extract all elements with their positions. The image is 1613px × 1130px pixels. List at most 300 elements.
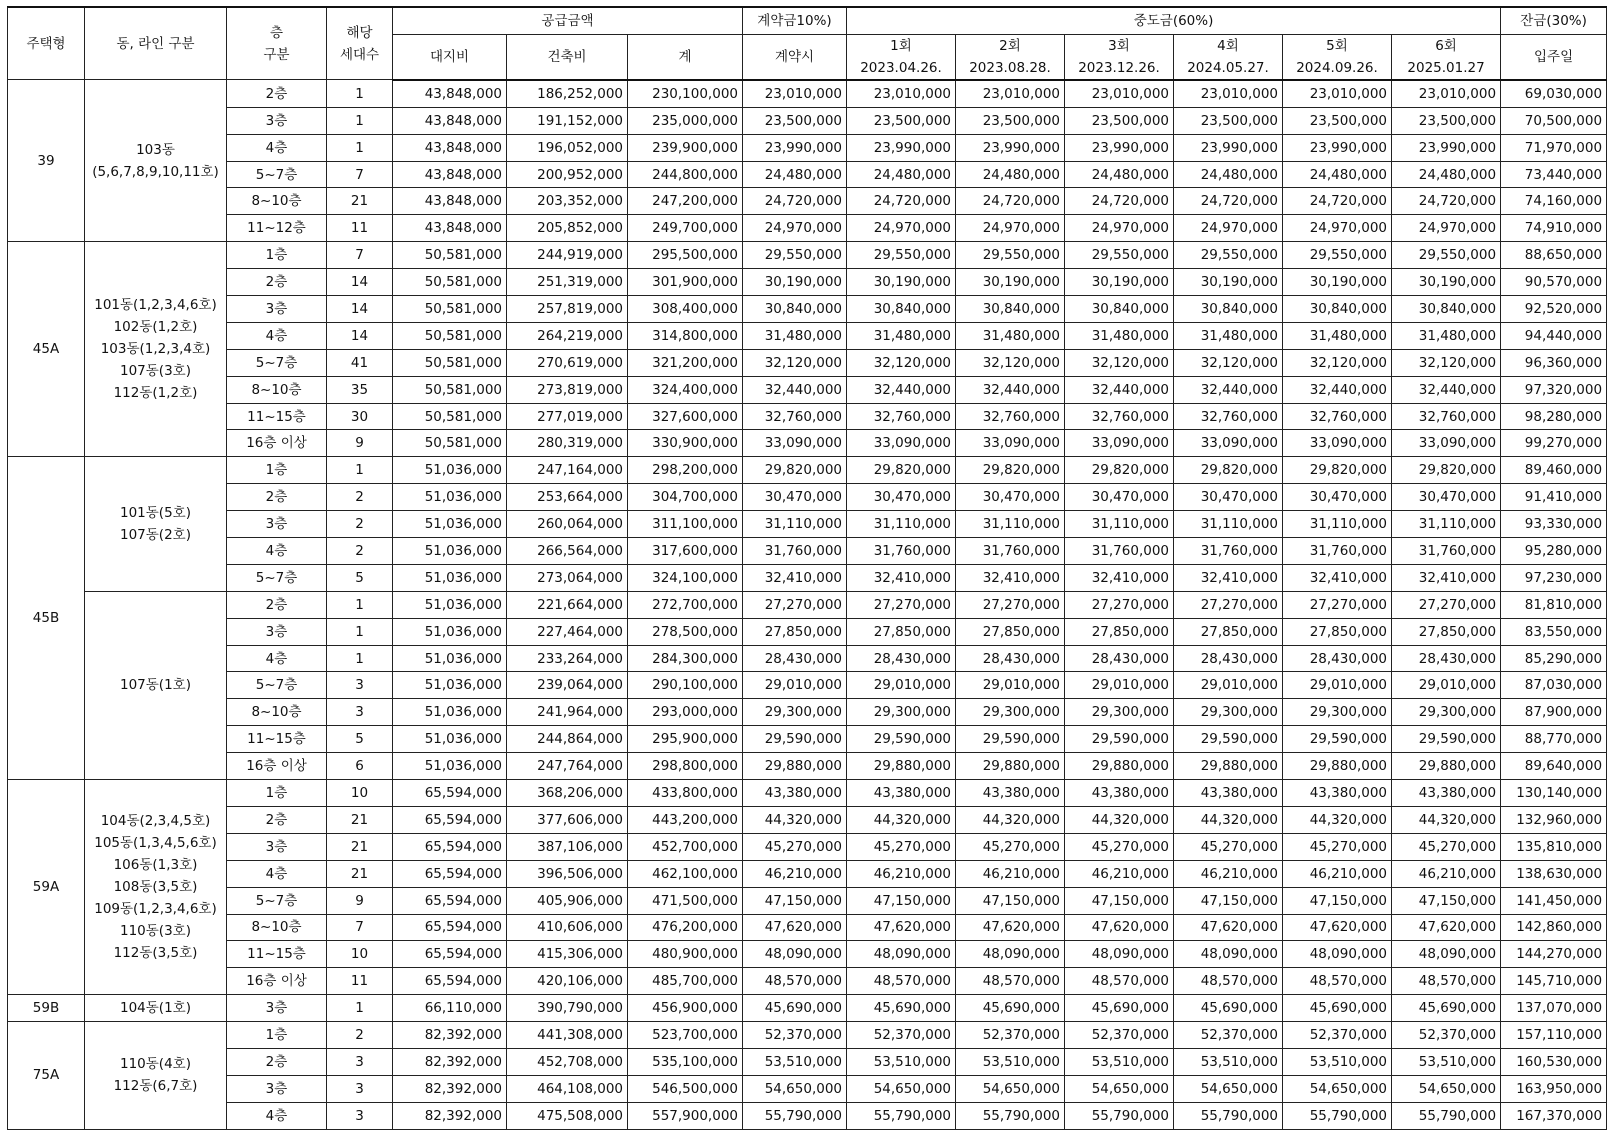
installment-5-cell: 31,760,000 [1283, 538, 1392, 565]
housing-type-cell: 39 [8, 80, 85, 242]
total-price-cell: 284,300,000 [628, 645, 743, 672]
building-cost-cell: 273,064,000 [507, 564, 628, 591]
installment-label: 6회 [1435, 37, 1457, 54]
table-row [8, 833, 1607, 860]
installment-date: 2024.05.27. [1187, 59, 1269, 76]
deposit-cell: 28,430,000 [743, 645, 847, 672]
installment-1-cell: 45,690,000 [847, 995, 956, 1022]
total-price-cell: 235,000,000 [628, 107, 743, 134]
units-cell: 1 [327, 995, 393, 1022]
total-price-cell: 485,700,000 [628, 968, 743, 995]
installment-3-cell: 29,590,000 [1065, 726, 1174, 753]
land-cost-cell: 43,848,000 [393, 161, 507, 188]
land-cost-cell: 50,581,000 [393, 296, 507, 323]
installment-5-cell: 29,550,000 [1283, 242, 1392, 269]
total-price-cell: 304,700,000 [628, 484, 743, 511]
header-installment-4 [1174, 34, 1283, 80]
building-cost-cell: 396,506,000 [507, 860, 628, 887]
installment-5-cell: 54,650,000 [1283, 1075, 1392, 1102]
installment-1-cell: 48,090,000 [847, 941, 956, 968]
installment-label: 1회 [890, 37, 912, 54]
building-cost-cell: 464,108,000 [507, 1075, 628, 1102]
land-cost-cell: 51,036,000 [393, 672, 507, 699]
installment-3-cell: 29,880,000 [1065, 753, 1174, 780]
balance-cell: 74,910,000 [1501, 215, 1607, 242]
units-cell: 9 [327, 430, 393, 457]
installment-5-cell: 24,720,000 [1283, 188, 1392, 215]
installment-6-cell: 48,090,000 [1392, 941, 1501, 968]
installment-4-cell: 44,320,000 [1174, 806, 1283, 833]
total-price-cell: 298,200,000 [628, 457, 743, 484]
building-cost-cell: 368,206,000 [507, 780, 628, 807]
floor-cell: 3층 [227, 995, 327, 1022]
units-cell: 7 [327, 914, 393, 941]
installment-4-cell: 47,620,000 [1174, 914, 1283, 941]
installment-3-cell: 23,990,000 [1065, 134, 1174, 161]
balance-cell: 71,970,000 [1501, 134, 1607, 161]
deposit-cell: 24,970,000 [743, 215, 847, 242]
floor-cell: 5~7층 [227, 349, 327, 376]
installment-1-cell: 31,760,000 [847, 538, 956, 565]
dong-line-text: 101동(1,2,3,4,6호) [94, 297, 217, 314]
installment-2-cell: 32,440,000 [956, 376, 1065, 403]
installment-label: 4회 [1217, 37, 1239, 54]
building-cost-cell: 475,508,000 [507, 1102, 628, 1129]
installment-4-cell: 29,820,000 [1174, 457, 1283, 484]
dong-line-text: 104동(2,3,4,5호) [100, 813, 211, 830]
header-type: 주택형 [8, 7, 85, 80]
installment-1-cell: 29,010,000 [847, 672, 956, 699]
installment-3-cell: 33,090,000 [1065, 430, 1174, 457]
housing-type-cell: 75A [8, 1022, 85, 1130]
installment-6-cell: 54,650,000 [1392, 1075, 1501, 1102]
installment-5-cell: 47,150,000 [1283, 887, 1392, 914]
land-cost-cell: 51,036,000 [393, 564, 507, 591]
units-cell: 2 [327, 484, 393, 511]
table-row [8, 484, 1607, 511]
table-row [8, 538, 1607, 565]
installment-1-cell: 31,110,000 [847, 511, 956, 538]
installment-6-cell: 32,760,000 [1392, 403, 1501, 430]
building-cost-cell: 200,952,000 [507, 161, 628, 188]
installment-2-cell: 32,760,000 [956, 403, 1065, 430]
total-price-cell: 290,100,000 [628, 672, 743, 699]
installment-3-cell: 27,850,000 [1065, 618, 1174, 645]
building-cost-cell: 270,619,000 [507, 349, 628, 376]
deposit-cell: 44,320,000 [743, 806, 847, 833]
header-floor-line1: 층 [269, 24, 284, 41]
floor-cell: 4층 [227, 134, 327, 161]
supply-price-table [7, 6, 1607, 1130]
land-cost-cell: 51,036,000 [393, 484, 507, 511]
installment-5-cell: 30,470,000 [1283, 484, 1392, 511]
building-cost-cell: 277,019,000 [507, 403, 628, 430]
header-move-in: 입주일 [1501, 34, 1607, 80]
land-cost-cell: 65,594,000 [393, 941, 507, 968]
dong-line-text: (5,6,7,8,9,10,11호) [92, 163, 219, 180]
installment-4-cell: 43,380,000 [1174, 780, 1283, 807]
installment-1-cell: 23,990,000 [847, 134, 956, 161]
balance-cell: 69,030,000 [1501, 80, 1607, 107]
units-cell: 2 [327, 538, 393, 565]
land-cost-cell: 50,581,000 [393, 242, 507, 269]
floor-cell: 1층 [227, 780, 327, 807]
installment-5-cell: 45,270,000 [1283, 833, 1392, 860]
installment-1-cell: 47,620,000 [847, 914, 956, 941]
installment-date: 2025.01.27 [1407, 59, 1485, 76]
housing-type-cell: 45A [8, 242, 85, 457]
building-cost-cell: 387,106,000 [507, 833, 628, 860]
installment-2-cell: 29,880,000 [956, 753, 1065, 780]
total-price-cell: 230,100,000 [628, 80, 743, 107]
floor-cell: 2층 [227, 80, 327, 107]
land-cost-cell: 65,594,000 [393, 887, 507, 914]
floor-cell: 8~10층 [227, 188, 327, 215]
balance-cell: 137,070,000 [1501, 995, 1607, 1022]
header-balance: 잔금(30%) [1501, 7, 1607, 34]
balance-cell: 145,710,000 [1501, 968, 1607, 995]
installment-4-cell: 32,120,000 [1174, 349, 1283, 376]
installment-2-cell: 30,190,000 [956, 269, 1065, 296]
deposit-cell: 27,270,000 [743, 591, 847, 618]
installment-3-cell: 24,970,000 [1065, 215, 1174, 242]
units-cell: 3 [327, 1075, 393, 1102]
floor-cell: 3층 [227, 618, 327, 645]
installment-2-cell: 46,210,000 [956, 860, 1065, 887]
table-row [8, 80, 1607, 107]
floor-cell: 8~10층 [227, 914, 327, 941]
balance-cell: 89,640,000 [1501, 753, 1607, 780]
installment-3-cell: 31,480,000 [1065, 322, 1174, 349]
units-cell: 11 [327, 215, 393, 242]
installment-date: 2023.04.26. [860, 59, 942, 76]
installment-3-cell: 48,570,000 [1065, 968, 1174, 995]
table-row [8, 457, 1607, 484]
installment-6-cell: 47,150,000 [1392, 887, 1501, 914]
installment-5-cell: 24,970,000 [1283, 215, 1392, 242]
units-cell: 3 [327, 1102, 393, 1129]
deposit-cell: 30,190,000 [743, 269, 847, 296]
installment-5-cell: 27,850,000 [1283, 618, 1392, 645]
installment-3-cell: 52,370,000 [1065, 1022, 1174, 1049]
units-cell: 9 [327, 887, 393, 914]
installment-4-cell: 54,650,000 [1174, 1075, 1283, 1102]
building-cost-cell: 241,964,000 [507, 699, 628, 726]
installment-2-cell: 43,380,000 [956, 780, 1065, 807]
floor-cell: 16층 이상 [227, 753, 327, 780]
total-price-cell: 452,700,000 [628, 833, 743, 860]
table-row [8, 699, 1607, 726]
units-cell: 10 [327, 941, 393, 968]
installment-6-cell: 32,440,000 [1392, 376, 1501, 403]
table-row [8, 134, 1607, 161]
installment-1-cell: 29,550,000 [847, 242, 956, 269]
total-price-cell: 476,200,000 [628, 914, 743, 941]
installment-1-cell: 30,190,000 [847, 269, 956, 296]
installment-2-cell: 31,480,000 [956, 322, 1065, 349]
installment-4-cell: 30,840,000 [1174, 296, 1283, 323]
floor-cell: 4층 [227, 645, 327, 672]
installment-4-cell: 31,760,000 [1174, 538, 1283, 565]
installment-5-cell: 44,320,000 [1283, 806, 1392, 833]
installment-4-cell: 48,090,000 [1174, 941, 1283, 968]
installment-3-cell: 24,720,000 [1065, 188, 1174, 215]
installment-5-cell: 29,590,000 [1283, 726, 1392, 753]
table-row [8, 591, 1607, 618]
units-cell: 3 [327, 1048, 393, 1075]
installment-5-cell: 29,300,000 [1283, 699, 1392, 726]
installment-2-cell: 29,300,000 [956, 699, 1065, 726]
deposit-cell: 29,010,000 [743, 672, 847, 699]
units-cell: 1 [327, 134, 393, 161]
installment-5-cell: 24,480,000 [1283, 161, 1392, 188]
housing-type-cell: 59B [8, 995, 85, 1022]
installment-2-cell: 29,820,000 [956, 457, 1065, 484]
header-building-cost: 건축비 [507, 34, 628, 80]
installment-4-cell: 45,270,000 [1174, 833, 1283, 860]
deposit-cell: 45,270,000 [743, 833, 847, 860]
total-price-cell: 535,100,000 [628, 1048, 743, 1075]
header-installment-5 [1283, 34, 1392, 80]
installment-5-cell: 45,690,000 [1283, 995, 1392, 1022]
installment-5-cell: 33,090,000 [1283, 430, 1392, 457]
land-cost-cell: 51,036,000 [393, 511, 507, 538]
deposit-cell: 54,650,000 [743, 1075, 847, 1102]
land-cost-cell: 50,581,000 [393, 349, 507, 376]
installment-6-cell: 23,010,000 [1392, 80, 1501, 107]
deposit-cell: 31,760,000 [743, 538, 847, 565]
deposit-cell: 55,790,000 [743, 1102, 847, 1129]
land-cost-cell: 65,594,000 [393, 833, 507, 860]
installment-5-cell: 23,990,000 [1283, 134, 1392, 161]
installment-2-cell: 47,150,000 [956, 887, 1065, 914]
dong-line-text: 105동(1,3,4,5,6호) [94, 835, 217, 852]
units-cell: 1 [327, 645, 393, 672]
header-installment-3 [1065, 34, 1174, 80]
installment-label: 2회 [999, 37, 1021, 54]
total-price-cell: 272,700,000 [628, 591, 743, 618]
installment-6-cell: 55,790,000 [1392, 1102, 1501, 1129]
units-cell: 21 [327, 833, 393, 860]
header-units-line1: 해당 [346, 24, 373, 41]
installment-1-cell: 32,760,000 [847, 403, 956, 430]
installment-3-cell: 24,480,000 [1065, 161, 1174, 188]
land-cost-cell: 50,581,000 [393, 430, 507, 457]
installment-3-cell: 28,430,000 [1065, 645, 1174, 672]
installment-6-cell: 32,410,000 [1392, 564, 1501, 591]
balance-cell: 135,810,000 [1501, 833, 1607, 860]
land-cost-cell: 51,036,000 [393, 618, 507, 645]
installment-6-cell: 48,570,000 [1392, 968, 1501, 995]
installment-3-cell: 30,470,000 [1065, 484, 1174, 511]
building-cost-cell: 273,819,000 [507, 376, 628, 403]
land-cost-cell: 50,581,000 [393, 403, 507, 430]
floor-cell: 4층 [227, 538, 327, 565]
total-price-cell: 443,200,000 [628, 806, 743, 833]
units-cell: 21 [327, 806, 393, 833]
land-cost-cell: 43,848,000 [393, 215, 507, 242]
balance-cell: 90,570,000 [1501, 269, 1607, 296]
building-cost-cell: 280,319,000 [507, 430, 628, 457]
installment-2-cell: 53,510,000 [956, 1048, 1065, 1075]
balance-cell: 132,960,000 [1501, 806, 1607, 833]
balance-cell: 163,950,000 [1501, 1075, 1607, 1102]
balance-cell: 87,900,000 [1501, 699, 1607, 726]
installment-4-cell: 29,300,000 [1174, 699, 1283, 726]
installment-6-cell: 52,370,000 [1392, 1022, 1501, 1049]
balance-cell: 73,440,000 [1501, 161, 1607, 188]
total-price-cell: 244,800,000 [628, 161, 743, 188]
installment-1-cell: 29,300,000 [847, 699, 956, 726]
installment-2-cell: 33,090,000 [956, 430, 1065, 457]
table-row [8, 780, 1607, 807]
balance-cell: 89,460,000 [1501, 457, 1607, 484]
header-deposit: 계약금10%) [743, 7, 847, 34]
installment-2-cell: 23,990,000 [956, 134, 1065, 161]
installment-2-cell: 23,010,000 [956, 80, 1065, 107]
deposit-cell: 24,480,000 [743, 161, 847, 188]
units-cell: 1 [327, 107, 393, 134]
installment-2-cell: 45,690,000 [956, 995, 1065, 1022]
floor-cell: 1층 [227, 242, 327, 269]
floor-cell: 5~7층 [227, 672, 327, 699]
installment-6-cell: 28,430,000 [1392, 645, 1501, 672]
dong-line-text: 108동(3,5호) [113, 879, 198, 896]
total-price-cell: 295,900,000 [628, 726, 743, 753]
installment-3-cell: 30,840,000 [1065, 296, 1174, 323]
land-cost-cell: 43,848,000 [393, 80, 507, 107]
land-cost-cell: 65,594,000 [393, 968, 507, 995]
installment-1-cell: 47,150,000 [847, 887, 956, 914]
installment-2-cell: 24,970,000 [956, 215, 1065, 242]
installment-4-cell: 31,480,000 [1174, 322, 1283, 349]
deposit-cell: 29,550,000 [743, 242, 847, 269]
installment-3-cell: 23,500,000 [1065, 107, 1174, 134]
units-cell: 1 [327, 80, 393, 107]
total-price-cell: 462,100,000 [628, 860, 743, 887]
installment-4-cell: 53,510,000 [1174, 1048, 1283, 1075]
deposit-cell: 30,840,000 [743, 296, 847, 323]
land-cost-cell: 82,392,000 [393, 1102, 507, 1129]
dong-line-cell [85, 591, 227, 779]
table-row [8, 215, 1607, 242]
installment-1-cell: 29,590,000 [847, 726, 956, 753]
installment-2-cell: 54,650,000 [956, 1075, 1065, 1102]
header-row-1 [8, 7, 1607, 34]
installment-4-cell: 24,720,000 [1174, 188, 1283, 215]
table-row [8, 1102, 1607, 1129]
building-cost-cell: 264,219,000 [507, 322, 628, 349]
balance-cell: 98,280,000 [1501, 403, 1607, 430]
floor-cell: 11~15층 [227, 941, 327, 968]
table-row [8, 914, 1607, 941]
installment-3-cell: 30,190,000 [1065, 269, 1174, 296]
installment-3-cell: 23,010,000 [1065, 80, 1174, 107]
installment-4-cell: 48,570,000 [1174, 968, 1283, 995]
dong-line-cell [85, 457, 227, 591]
header-land-cost: 대지비 [393, 34, 507, 80]
land-cost-cell: 50,581,000 [393, 269, 507, 296]
installment-3-cell: 45,690,000 [1065, 995, 1174, 1022]
installment-3-cell: 44,320,000 [1065, 806, 1174, 833]
building-cost-cell: 205,852,000 [507, 215, 628, 242]
installment-3-cell: 32,410,000 [1065, 564, 1174, 591]
total-price-cell: 456,900,000 [628, 995, 743, 1022]
dong-line-text: 107동(3호) [120, 363, 191, 380]
installment-2-cell: 23,500,000 [956, 107, 1065, 134]
installment-2-cell: 30,840,000 [956, 296, 1065, 323]
land-cost-cell: 82,392,000 [393, 1075, 507, 1102]
installment-5-cell: 27,270,000 [1283, 591, 1392, 618]
deposit-cell: 47,620,000 [743, 914, 847, 941]
installment-5-cell: 32,120,000 [1283, 349, 1392, 376]
building-cost-cell: 410,606,000 [507, 914, 628, 941]
installment-1-cell: 45,270,000 [847, 833, 956, 860]
units-cell: 35 [327, 376, 393, 403]
table-row [8, 968, 1607, 995]
installment-6-cell: 29,820,000 [1392, 457, 1501, 484]
installment-6-cell: 29,590,000 [1392, 726, 1501, 753]
deposit-cell: 47,150,000 [743, 887, 847, 914]
installment-6-cell: 30,190,000 [1392, 269, 1501, 296]
table-row [8, 564, 1607, 591]
floor-cell: 11~15층 [227, 726, 327, 753]
installment-6-cell: 45,270,000 [1392, 833, 1501, 860]
installment-3-cell: 54,650,000 [1065, 1075, 1174, 1102]
installment-2-cell: 27,270,000 [956, 591, 1065, 618]
installment-3-cell: 45,270,000 [1065, 833, 1174, 860]
installment-6-cell: 23,500,000 [1392, 107, 1501, 134]
installment-2-cell: 32,120,000 [956, 349, 1065, 376]
installment-1-cell: 53,510,000 [847, 1048, 956, 1075]
balance-cell: 88,650,000 [1501, 242, 1607, 269]
floor-cell: 8~10층 [227, 376, 327, 403]
installment-4-cell: 29,590,000 [1174, 726, 1283, 753]
installment-5-cell: 55,790,000 [1283, 1102, 1392, 1129]
installment-1-cell: 55,790,000 [847, 1102, 956, 1129]
dong-line-text: 107동(1호) [120, 677, 191, 694]
building-cost-cell: 221,664,000 [507, 591, 628, 618]
table-row [8, 242, 1607, 269]
dong-line-text: 112동(1,2호) [113, 385, 198, 402]
floor-cell: 2층 [227, 806, 327, 833]
building-cost-cell: 227,464,000 [507, 618, 628, 645]
deposit-cell: 46,210,000 [743, 860, 847, 887]
header-middle-payment: 중도금(60%) [847, 7, 1501, 34]
installment-4-cell: 23,010,000 [1174, 80, 1283, 107]
floor-cell: 1층 [227, 1022, 327, 1049]
installment-5-cell: 28,430,000 [1283, 645, 1392, 672]
installment-2-cell: 52,370,000 [956, 1022, 1065, 1049]
units-cell: 1 [327, 457, 393, 484]
total-price-cell: 239,900,000 [628, 134, 743, 161]
balance-cell: 144,270,000 [1501, 941, 1607, 968]
land-cost-cell: 51,036,000 [393, 753, 507, 780]
units-cell: 2 [327, 511, 393, 538]
installment-3-cell: 46,210,000 [1065, 860, 1174, 887]
floor-cell: 2층 [227, 591, 327, 618]
balance-cell: 142,860,000 [1501, 914, 1607, 941]
deposit-cell: 48,090,000 [743, 941, 847, 968]
balance-cell: 83,550,000 [1501, 618, 1607, 645]
floor-cell: 5~7층 [227, 887, 327, 914]
balance-cell: 81,810,000 [1501, 591, 1607, 618]
units-cell: 11 [327, 968, 393, 995]
installment-4-cell: 55,790,000 [1174, 1102, 1283, 1129]
installment-5-cell: 30,840,000 [1283, 296, 1392, 323]
building-cost-cell: 239,064,000 [507, 672, 628, 699]
installment-1-cell: 27,270,000 [847, 591, 956, 618]
